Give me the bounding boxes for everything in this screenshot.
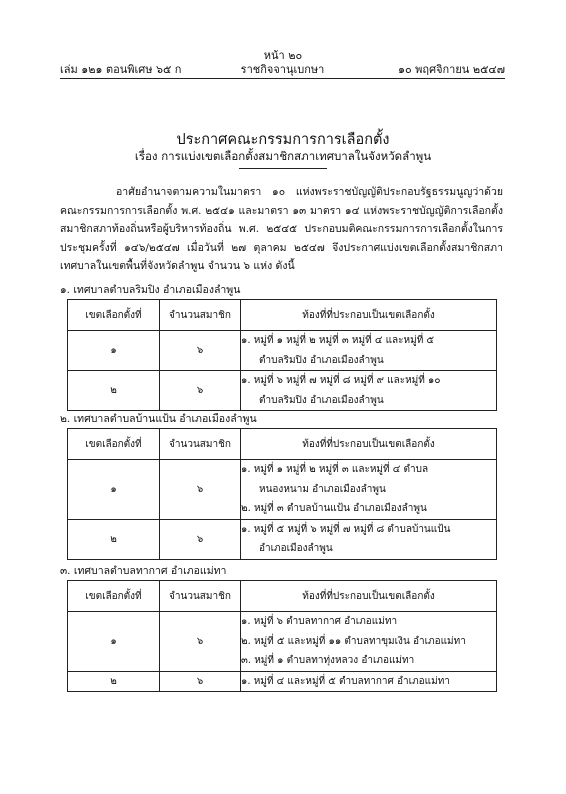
area-line: ๒. หมู่ที่ ๓ ตำบลบ้านแป้น อำเภอเมืองลำพูน (241, 503, 427, 514)
section-heading: ๑. เทศบาลตำบลริมปิง อำเภอเมืองลำพูน (60, 284, 241, 296)
table-row (68, 612, 497, 672)
area-cell (241, 519, 497, 559)
col-district: เขตเลือกตั้งที่ (68, 581, 160, 612)
area-line: ๑. หมู่ที่ ๕ หมู่ที่ ๖ หมู่ที่ ๗ หมู่ที่ ๘ ตำบลบ้านแป้น (241, 523, 451, 535)
area-line: ๒. หมู่ที่ ๕ และหมู่ที่ ๑๑ ตำบลทาขุมเงิน อำเภอแม่ทา (241, 635, 466, 647)
gazette-header (60, 60, 505, 76)
area-line: อำเภอเมืองลำพูน (259, 543, 333, 554)
area-cell (241, 331, 497, 371)
district-number: ๒ (68, 671, 160, 692)
member-count: ๖ (160, 460, 241, 520)
district-table (67, 580, 497, 692)
volume-issue: เล่ม ๑๒๑ ตอนพิเศษ ๖๕ ก (60, 63, 182, 76)
member-count: ๖ (160, 671, 241, 692)
area-line: ๑. หมู่ที่ ๔ และหมู่ที่ ๕ ตำบลทากาศ อำเภอแม่ทา (241, 675, 450, 687)
page-number: หน้า ๒๐ (263, 49, 303, 62)
section-heading: ๓. เทศบาลตำบลทากาศ อำเภอแม่ทา (60, 565, 227, 577)
area-line: ๓. หมู่ที่ ๑ ตำบลทาทุ่งหลวง อำเภอแม่ทา (241, 655, 415, 666)
table-row (68, 371, 497, 411)
col-areas: ท้องที่ที่ประกอบเป็นเขตเลือกตั้ง (241, 429, 497, 460)
district-number: ๒ (68, 519, 160, 559)
district-table (67, 299, 497, 411)
member-count: ๖ (160, 612, 241, 672)
table-row (68, 519, 497, 559)
table-row (68, 671, 497, 692)
table-header-row (68, 429, 497, 460)
area-cell (241, 371, 497, 411)
intro-text: อาศัยอำนาจตามความในมาตรา ๑๐ แห่งพระราชบัญญัติประกอบรัฐธรรมนูญว่าด้วยคณะกรรมการการเลือกตั้ง พ.ศ. ๒๕๔๑ และมาตรา ๑๓ มาตรา ๑๔ แห่งพระราชบัญญัติการเลือกตั้งสมาชิกสภาท้องถิ่นหรือผู้บริหารท้องถิ่น พ.ศ. ๒๕๔๕ ประกอบมติคณะกรรมการการเลือกตั้งในการประชุมครั้งที่ ๑๔๖/๒๕๔๗ เมื่อวันที่ ๒๗ ตุลาคม ๒๕๔๗ จึงประกาศแบ่งเขตเลือกตั้งสมาชิกสภาเทศบาลในเขตพื้นที่จังหวัดลำพูน จำนวน ๖ แห่ง ดังนี้ (60, 186, 503, 273)
table-row (68, 460, 497, 520)
area-cell (241, 671, 497, 692)
area-cell (241, 612, 497, 672)
area-line: ตำบลริมปิง อำเภอเมืองลำพูน (259, 394, 384, 406)
col-members: จำนวนสมาชิก (160, 581, 241, 612)
district-number: ๒ (68, 371, 160, 411)
area-line: ตำบลริมปิง อำเภอเมืองลำพูน (259, 354, 384, 366)
table-header-row (68, 300, 497, 331)
section-heading: ๒. เทศบาลตำบลบ้านแป้น อำเภอเมืองลำพูน (60, 413, 257, 425)
area-line: ๑. หมู่ที่ ๑ หมู่ที่ ๒ หมู่ที่ ๓ และหมู่ที่ ๔ ตำบล (241, 464, 429, 475)
district-number: ๑ (68, 331, 160, 371)
table-header-row (68, 581, 497, 612)
district-number: ๑ (68, 612, 160, 672)
header-rule (60, 78, 505, 79)
announcement-title: ประกาศคณะกรรมการการเลือกตั้ง (176, 132, 390, 148)
member-count: ๖ (160, 331, 241, 371)
area-line: หนองหนาม อำเภอเมืองลำพูน (259, 483, 386, 495)
announcement-subject: เรื่อง การแบ่งเขตเลือกตั้งสมาชิกสภาเทศบาลในจังหวัดลำพูน (134, 149, 432, 163)
area-cell (241, 460, 497, 520)
table-row (68, 331, 497, 371)
member-count: ๖ (160, 519, 241, 559)
member-count: ๖ (160, 371, 241, 411)
area-line: ๑. หมู่ที่ ๖ หมู่ที่ ๗ หมู่ที่ ๘ หมู่ที่ ๙ และหมู่ที่ ๑๐ (241, 375, 441, 386)
col-members: จำนวนสมาชิก (160, 300, 241, 331)
title-rule (239, 168, 327, 169)
area-line: ๑. หมู่ที่ ๖ ตำบลทากาศ อำเภอแม่ทา (241, 616, 398, 627)
col-areas: ท้องที่ที่ประกอบเป็นเขตเลือกตั้ง (241, 581, 497, 612)
gazette-name: ราชกิจจานุเบกษา (240, 63, 325, 76)
col-district: เขตเลือกตั้งที่ (68, 300, 160, 331)
intro-paragraph (60, 183, 503, 276)
col-areas: ท้องที่ที่ประกอบเป็นเขตเลือกตั้ง (241, 300, 497, 331)
area-line: ๑. หมู่ที่ ๑ หมู่ที่ ๒ หมู่ที่ ๓ หมู่ที่ ๔ และหมู่ที่ ๕ (241, 335, 435, 346)
district-number: ๑ (68, 460, 160, 520)
publication-date: ๑๐ พฤศจิกายน ๒๕๔๗ (397, 63, 505, 76)
district-table (67, 428, 497, 560)
col-district: เขตเลือกตั้งที่ (68, 429, 160, 460)
col-members: จำนวนสมาชิก (160, 429, 241, 460)
